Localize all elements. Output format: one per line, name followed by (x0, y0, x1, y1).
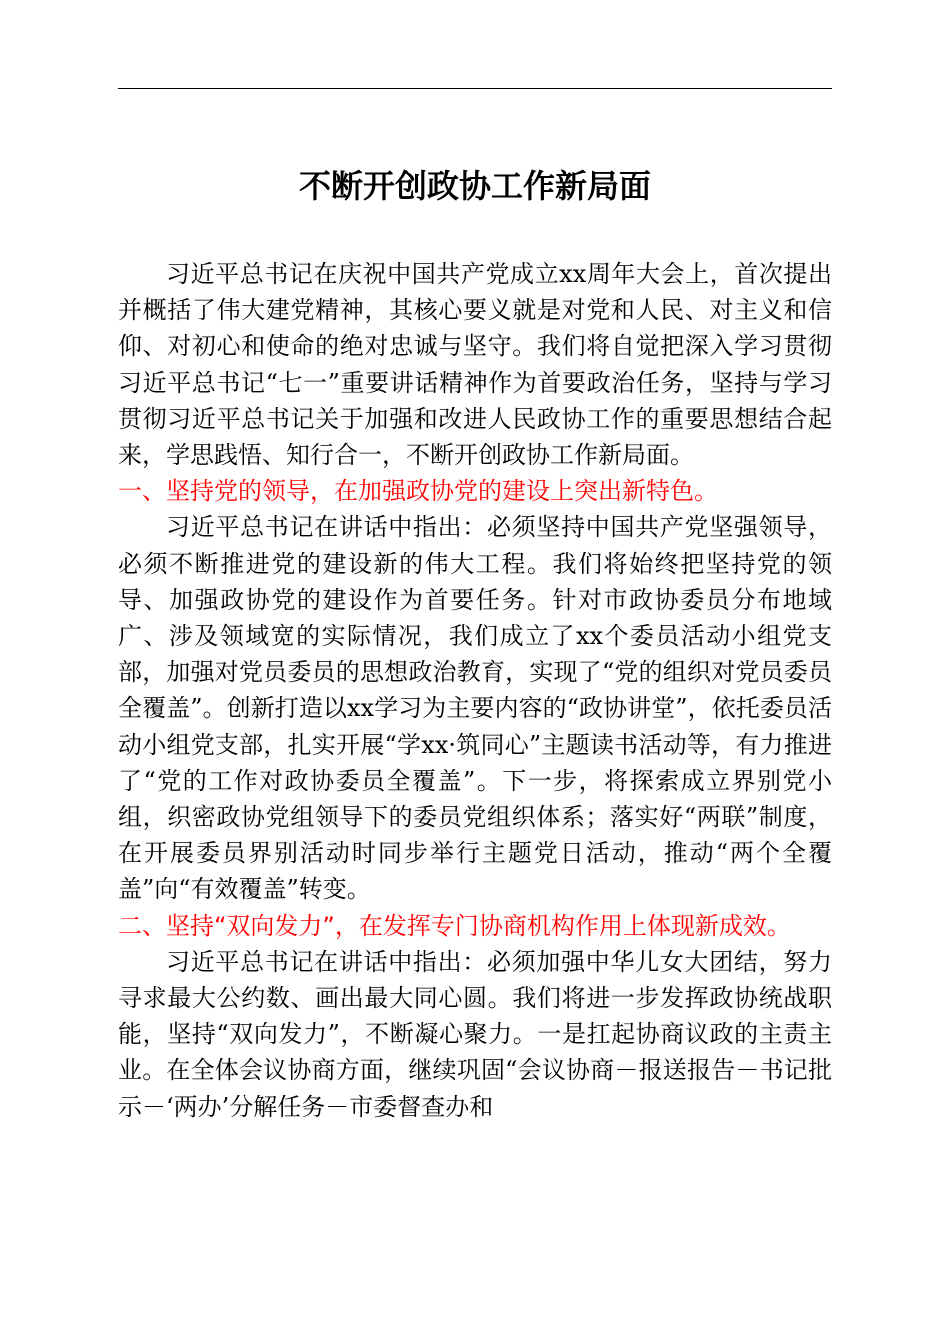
paragraph-section-2: 习近平总书记在讲话中指出：必须加强中华儿女大团结，努力寻求最大公约数、画出最大同心圆。我们将进一步发挥政协统战职能，坚持“双向发力”，不断凝心聚力。一是扛起协商议政的主责主业。在全体会议协商方面，继续巩固“会议协商－报送报告－书记批示－‘两办’分解任务－市委督查办和 (118, 947, 832, 1121)
document-title: 不断开创政协工作新局面 (298, 167, 651, 205)
document-body (118, 256, 832, 1125)
paragraph-section-1: 习近平总书记在讲话中指出：必须坚持中国共产党坚强领导，必须不断推进党的建设新的伟大工程。我们将始终把坚持党的领导、加强政协党的建设作为首要任务。针对市政协委员分布地域广、涉及领域宽的实际情况，我们成立了xx个委员活动小组党支部，加强对党员委员的思想政治教育，实现了“党的组织对党员委员全覆盖”。创新打造以xx学习为主要内容的“政协讲堂”，依托委员活动小组党支部，扎实开展“学xx·筑同心”主题读书活动等，有力推进了“党的工作对政协委员全覆盖”。下一步，将探索成立界别党小组，织密政协党组领导下的委员党组织体系；落实好“两联”制度，在开展委员界别活动时同步举行主题党日活动，推动“两个全覆盖”向“有效覆盖”转变。 (118, 513, 832, 904)
paragraph-intro: 习近平总书记在庆祝中国共产党成立xx周年大会上，首次提出并概括了伟大建党精神，其核心要义就是对党和人民、对主义和信仰、对初心和使命的绝对忠诚与坚守。我们将自觉把深入学习贯彻习近平总书记“七一”重要讲话精神作为首要政治任务，坚持与学习贯彻习近平总书记关于加强和改进人民政协工作的重要思想结合起来，学思践悟、知行合一，不断开创政协工作新局面。 (118, 260, 832, 470)
section-heading-2: 二、坚持“双向发力”，在发挥专门协商机构作用上体现新成效。 (118, 911, 791, 940)
section-heading-1: 一、坚持党的领导，在加强政协党的建设上突出新特色。 (118, 477, 718, 506)
header-rule (118, 88, 832, 89)
